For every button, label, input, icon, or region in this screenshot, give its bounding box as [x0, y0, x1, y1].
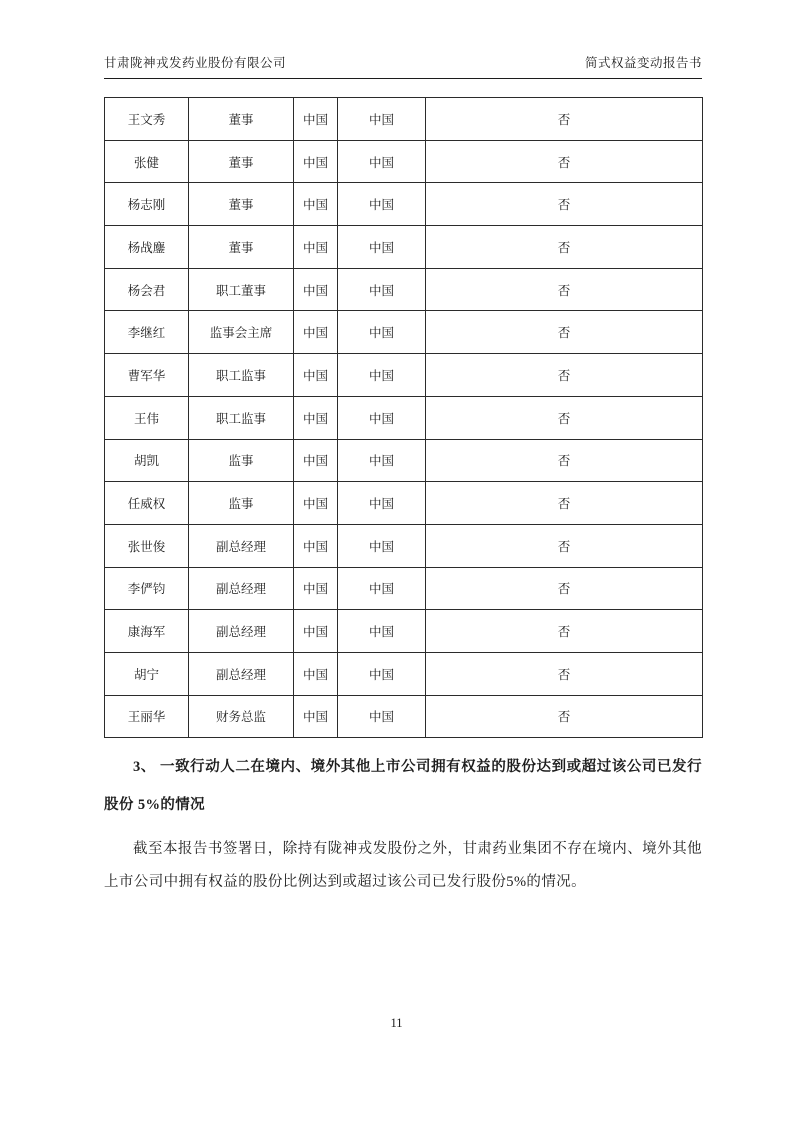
cell-name: 康海军: [105, 610, 189, 653]
cell-residence: 中国: [338, 183, 426, 226]
cell-answer: 否: [426, 226, 703, 269]
cell-answer: 否: [426, 311, 703, 354]
cell-answer: 否: [426, 567, 703, 610]
cell-nationality: 中国: [294, 183, 338, 226]
cell-position: 职工监事: [189, 354, 294, 397]
cell-residence: 中国: [338, 354, 426, 397]
cell-name: 王文秀: [105, 98, 189, 141]
cell-residence: 中国: [338, 226, 426, 269]
cell-position: 董事: [189, 226, 294, 269]
cell-position: 董事: [189, 98, 294, 141]
table-row: [105, 652, 703, 695]
cell-nationality: 中国: [294, 98, 338, 141]
cell-position: 财务总监: [189, 695, 294, 738]
cell-position: 职工董事: [189, 268, 294, 311]
cell-residence: 中国: [338, 98, 426, 141]
cell-answer: 否: [426, 354, 703, 397]
cell-answer: 否: [426, 439, 703, 482]
table-row: [105, 98, 703, 141]
cell-nationality: 中国: [294, 482, 338, 525]
cell-name: 张世俊: [105, 524, 189, 567]
cell-nationality: 中国: [294, 652, 338, 695]
cell-answer: 否: [426, 140, 703, 183]
cell-nationality: 中国: [294, 354, 338, 397]
cell-nationality: 中国: [294, 695, 338, 738]
cell-answer: 否: [426, 524, 703, 567]
cell-answer: 否: [426, 268, 703, 311]
table-row: [105, 354, 703, 397]
section-heading: 3、 一致行动人二在境内、境外其他上市公司拥有权益的股份达到或超过该公司已发行股份 5%的情况: [104, 759, 702, 813]
cell-residence: 中国: [338, 140, 426, 183]
cell-name: 曹军华: [105, 354, 189, 397]
cell-position: 副总经理: [189, 524, 294, 567]
section-paragraph: 截至本报告书签署日，除持有陇神戎发股份之外，甘肃药业集团不存在境内、境外其他上市公司中拥有权益的股份比例达到或超过该公司已发行股份5%的情况。: [104, 841, 702, 890]
cell-nationality: 中国: [294, 567, 338, 610]
header-company-name: 甘肃陇神戎发药业股份有限公司: [104, 56, 287, 70]
cell-nationality: 中国: [294, 311, 338, 354]
cell-residence: 中国: [338, 652, 426, 695]
table-row: [105, 695, 703, 738]
cell-residence: 中国: [338, 311, 426, 354]
cell-position: 副总经理: [189, 567, 294, 610]
cell-name: 杨志刚: [105, 183, 189, 226]
cell-position: 董事: [189, 140, 294, 183]
cell-name: 李俨钧: [105, 567, 189, 610]
table-row: [105, 311, 703, 354]
cell-nationality: 中国: [294, 524, 338, 567]
table-row: [105, 140, 703, 183]
cell-nationality: 中国: [294, 396, 338, 439]
cell-residence: 中国: [338, 439, 426, 482]
cell-answer: 否: [426, 482, 703, 525]
cell-residence: 中国: [338, 524, 426, 567]
cell-nationality: 中国: [294, 439, 338, 482]
header-doc-title: 简式权益变动报告书: [584, 56, 702, 70]
cell-nationality: 中国: [294, 226, 338, 269]
page-number: 11: [390, 1016, 403, 1030]
table-row: [105, 610, 703, 653]
table-row: [105, 226, 703, 269]
cell-name: 杨会君: [105, 268, 189, 311]
cell-nationality: 中国: [294, 610, 338, 653]
cell-position: 监事: [189, 439, 294, 482]
cell-residence: 中国: [338, 610, 426, 653]
table-row: [105, 183, 703, 226]
cell-answer: 否: [426, 610, 703, 653]
table-row: [105, 268, 703, 311]
table-row: [105, 439, 703, 482]
cell-name: 王伟: [105, 396, 189, 439]
cell-position: 董事: [189, 183, 294, 226]
cell-answer: 否: [426, 695, 703, 738]
cell-answer: 否: [426, 98, 703, 141]
cell-name: 张健: [105, 140, 189, 183]
table-row: [105, 567, 703, 610]
cell-nationality: 中国: [294, 140, 338, 183]
cell-name: 李继红: [105, 311, 189, 354]
cell-answer: 否: [426, 396, 703, 439]
cell-position: 监事会主席: [189, 311, 294, 354]
cell-name: 杨战鏖: [105, 226, 189, 269]
table-row: [105, 482, 703, 525]
cell-residence: 中国: [338, 396, 426, 439]
cell-name: 胡宁: [105, 652, 189, 695]
table-row: [105, 396, 703, 439]
page-header: [104, 53, 702, 79]
cell-position: 职工监事: [189, 396, 294, 439]
cell-answer: 否: [426, 183, 703, 226]
cell-residence: 中国: [338, 268, 426, 311]
officers-table: [104, 97, 703, 738]
cell-residence: 中国: [338, 482, 426, 525]
cell-name: 任威权: [105, 482, 189, 525]
cell-answer: 否: [426, 652, 703, 695]
cell-position: 监事: [189, 482, 294, 525]
cell-nationality: 中国: [294, 268, 338, 311]
cell-position: 副总经理: [189, 610, 294, 653]
cell-residence: 中国: [338, 695, 426, 738]
cell-name: 胡凯: [105, 439, 189, 482]
cell-residence: 中国: [338, 567, 426, 610]
table-row: [105, 524, 703, 567]
cell-name: 王丽华: [105, 695, 189, 738]
cell-position: 副总经理: [189, 652, 294, 695]
